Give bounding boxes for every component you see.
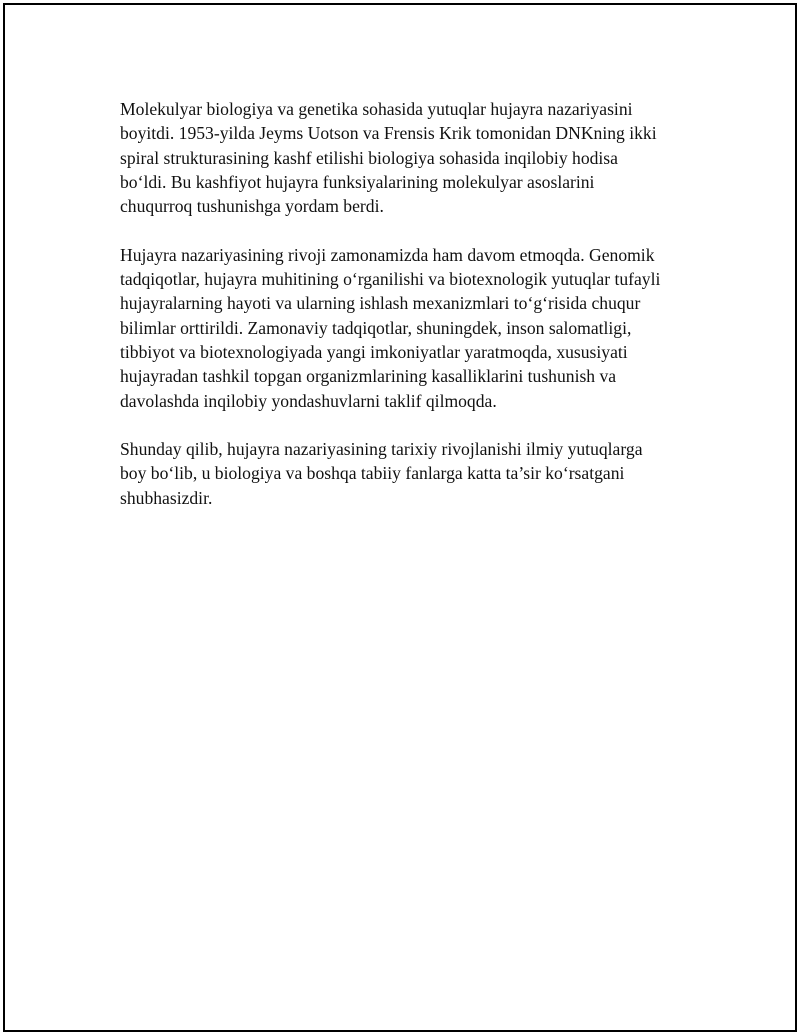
paragraph-line: tadqiqotlar, hujayra muhitining o‘rganilishi va biotexnologik yutuqlar tufayli [120,269,661,290]
paragraph-3 [120,437,700,510]
paragraph-line: Molekulyar biologiya va genetika sohasida yutuqlar hujayra nazariyasini [120,99,633,119]
paragraph-line: boy bo‘lib, u biologiya va boshqa tabiiy fanlarga katta ta’sir ko‘rsatgani [120,463,625,484]
page-border [3,3,797,1032]
paragraph-line: spiral strukturasining kashf etilishi biologiya sohasida inqilobiy hodisa [120,147,618,168]
document-body [120,97,700,534]
paragraph-1 [120,97,700,218]
paragraph-line: hujayralarning hayoti va ularning ishlash mexanizmlari to‘g‘risida chuqur [120,293,641,314]
paragraph-line: Hujayra nazariyasining rivoji zamonamizda ham davom etmoqda. Genomik [120,244,655,265]
paragraph-line: bilimlar orttirildi. Zamonaviy tadqiqotlar, shuningdek, inson salomatligi, [120,317,632,338]
paragraph-line: tibbiyot va biotexnologiyada yangi imkoniyatlar yaratmoqda, xususiyati [120,341,628,362]
paragraph-line: shubhasizdir. [120,487,213,508]
paragraph-2 [120,243,700,413]
paragraph-line: davolashda inqilobiy yondashuvlarni taklif qilmoqda. [120,390,497,411]
paragraph-line: Shunday qilib, hujayra nazariyasining tarixiy rivojlanishi ilmiy yutuqlarga [120,439,643,460]
paragraph-line: hujayradan tashkil topgan organizmlarining kasalliklarini tushunish va [120,366,617,387]
paragraph-line: chuqurroq tushunishga yordam berdi. [120,196,384,217]
paragraph-line: bo‘ldi. Bu kashfiyot hujayra funksiyalarining molekulyar asoslarini [120,171,595,192]
paragraph-line: boyitdi. 1953-yilda Jeyms Uotson va Frensis Krik tomonidan DNKning ikki [120,123,657,144]
